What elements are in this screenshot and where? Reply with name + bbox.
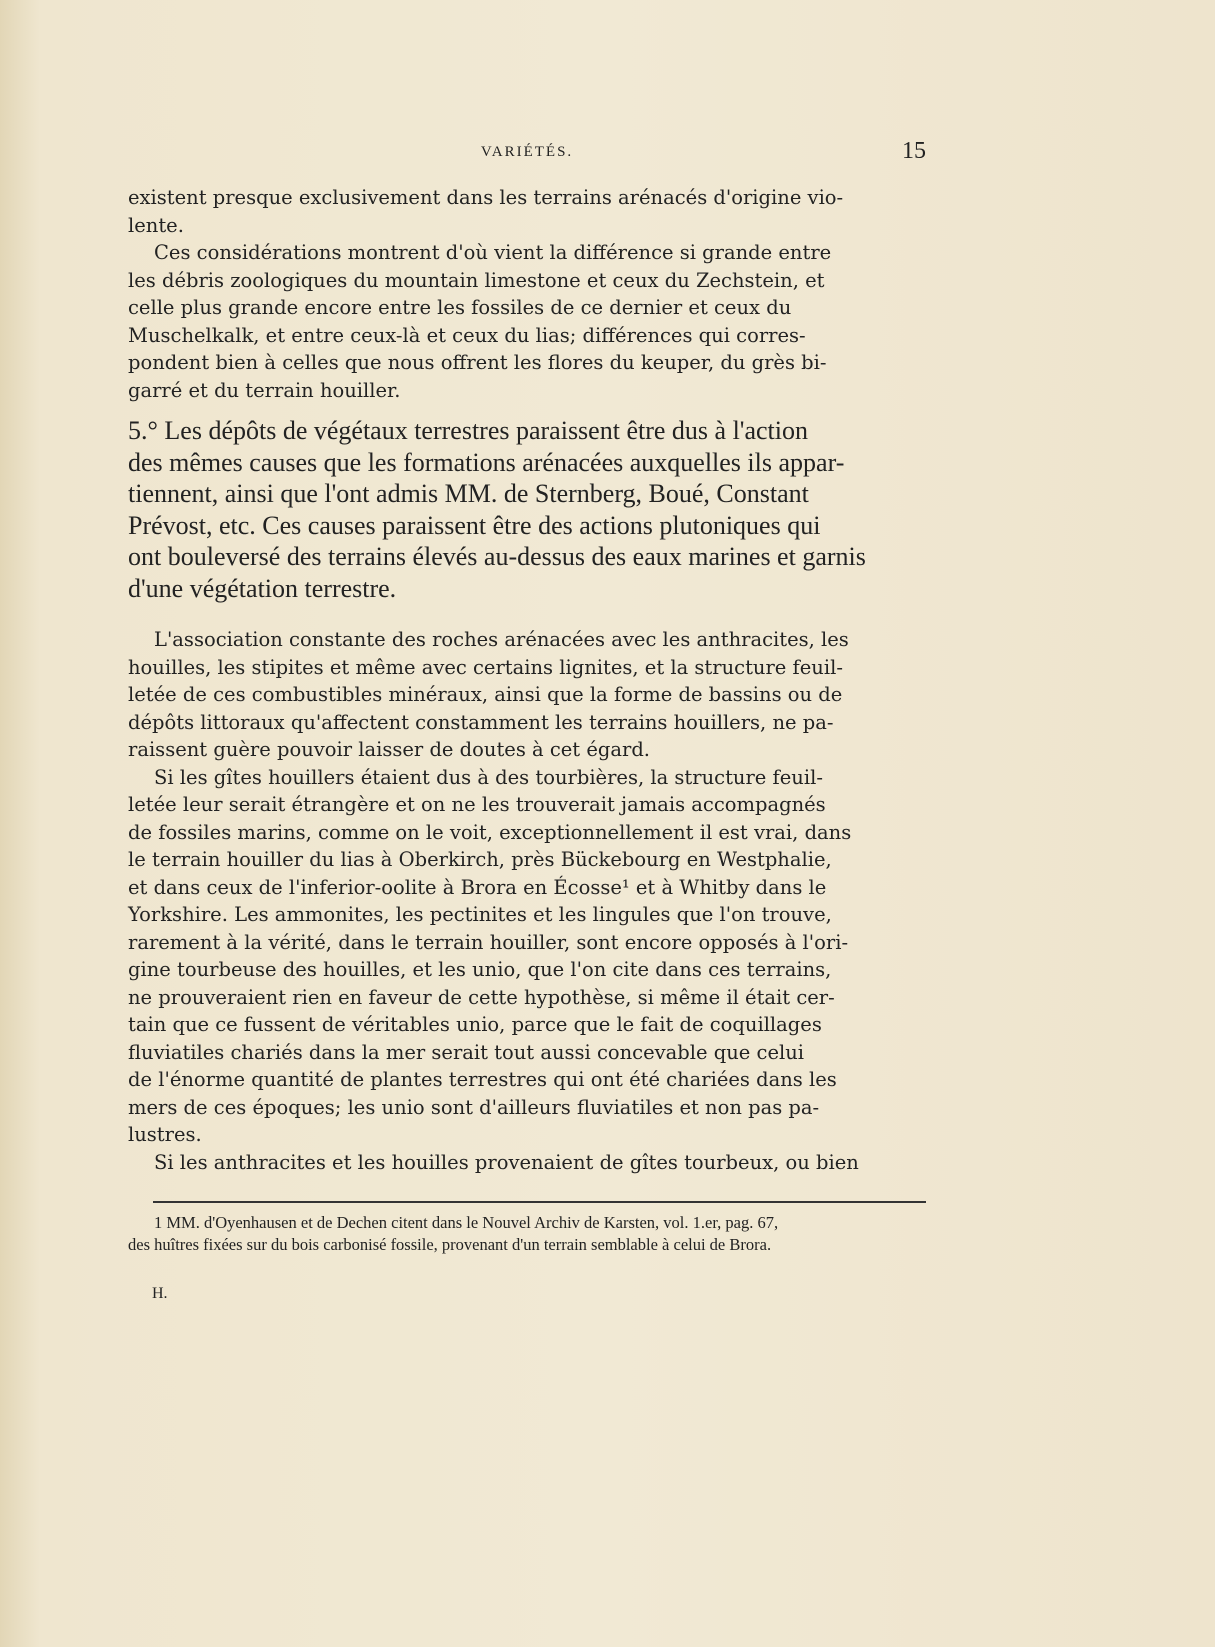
footnote-line: des huîtres fixées sur du bois carbonisé fossile, provenant d'un terrain semblable à celui de Brora. [128, 1235, 772, 1254]
text-line: Si les gîtes houillers étaient dus à des tourbières, la structure feuil- [154, 765, 823, 789]
text-line: L'association constante des roches arénacées avec les anthracites, les [154, 628, 849, 651]
footnote-line: 1 MM. d'Oyenhausen et de Dechen citent dans le Nouvel Archiv de Karsten, vol. 1.er, pag. 67, [154, 1213, 779, 1232]
text-line: existent presque exclusivement dans les terrains arénacés d'origine vio- [128, 186, 844, 209]
text-line: de fossiles marins, comme on le voit, exceptionnellement il est vrai, dans [128, 820, 852, 844]
text-line: gine tourbeuse des houilles, et les unio, que l'on cite dans ces terrains, [128, 958, 832, 981]
text-line: raissent guère pouvoir laisser de doutes à cet égard. [128, 738, 650, 761]
text-line: le terrain houiller du lias à Oberkirch, près Bückebourg en Westphalie, [128, 848, 832, 871]
text-line: lente. [128, 213, 184, 237]
text-line: Yorkshire. Les ammonites, les pectinites et les lingules que l'on trouve, [128, 903, 832, 926]
footnote-signature: H. [152, 1285, 168, 1302]
text-line: pondent bien à celles que nous offrent les flores du keuper, du grès bi- [128, 351, 827, 374]
section-5-statement [128, 415, 926, 604]
text-line: Ces considérations montrent d'où vient la différence si grande entre [154, 241, 832, 264]
body-text-main [128, 626, 926, 1176]
text-line: celle plus grande encore entre les fossiles de ce dernier et ceux du [128, 296, 792, 319]
text-line: de l'énorme quantité de plantes terrestres qui ont été chariées dans les [128, 1068, 837, 1091]
text-line: Muschelkalk, et entre ceux-là et ceux du lias; différences qui corres- [128, 323, 806, 347]
page-header [128, 138, 926, 168]
text-line: tiennent, ainsi que l'ont admis MM. de Sternberg, Boué, Constant [128, 479, 809, 508]
text-line: fluviatiles chariés dans la mer serait tout aussi concevable que celui [128, 1040, 805, 1064]
text-line: d'une végétation terrestre. [128, 573, 397, 603]
text-line: letée leur serait étrangère et on ne les trouverait jamais accompagnés [128, 793, 826, 816]
footnote [128, 1212, 926, 1256]
page-number: 15 [902, 138, 926, 164]
text-line: dépôts littoraux qu'affectent constamment les terrains houillers, ne pa- [128, 710, 834, 734]
text-line: lustres. [128, 1123, 202, 1146]
text-line: houilles, les stipites et même avec certains lignites, et la structure feuil- [128, 655, 843, 679]
body-text-top [128, 184, 926, 404]
text-line: rarement à la vérité, dans le terrain houiller, sont encore opposés à l'ori- [128, 930, 849, 954]
text-line: letée de ces combustibles minéraux, ainsi que la forme de bassins ou de [128, 683, 843, 706]
text-line: Si les anthracites et les houilles provenaient de gîtes tourbeux, ou bien [154, 1150, 859, 1174]
text-line: mers de ces époques; les unio sont d'ailleurs fluviatiles et non pas pa- [128, 1095, 820, 1119]
footnote-rule [153, 1201, 926, 1203]
text-line: les débris zoologiques du mountain limestone et ceux du Zechstein, et [128, 268, 825, 292]
text-line: tain que ce fussent de véritables unio, parce que le fait de coquillages [128, 1013, 822, 1036]
running-head: VARIÉTÉS. [480, 144, 574, 160]
text-line: garré et du terrain houiller. [128, 378, 401, 402]
text-line: des mêmes causes que les formations arénacées auxquelles ils appar- [128, 447, 845, 477]
text-line: et dans ceux de l'inferior-oolite à Brora en Écosse¹ et à Whitby dans le [128, 875, 827, 899]
text-line: ont bouleversé des terrains élevés au-dessus des eaux marines et garnis [128, 542, 866, 571]
text-line: Prévost, etc. Ces causes paraissent être des actions plutoniques qui [128, 510, 821, 540]
text-line: 5.° Les dépôts de végétaux terrestres paraissent être dus à l'action [128, 416, 808, 445]
text-line: ne prouveraient rien en faveur de cette hypothèse, si même il était cer- [128, 985, 835, 1009]
